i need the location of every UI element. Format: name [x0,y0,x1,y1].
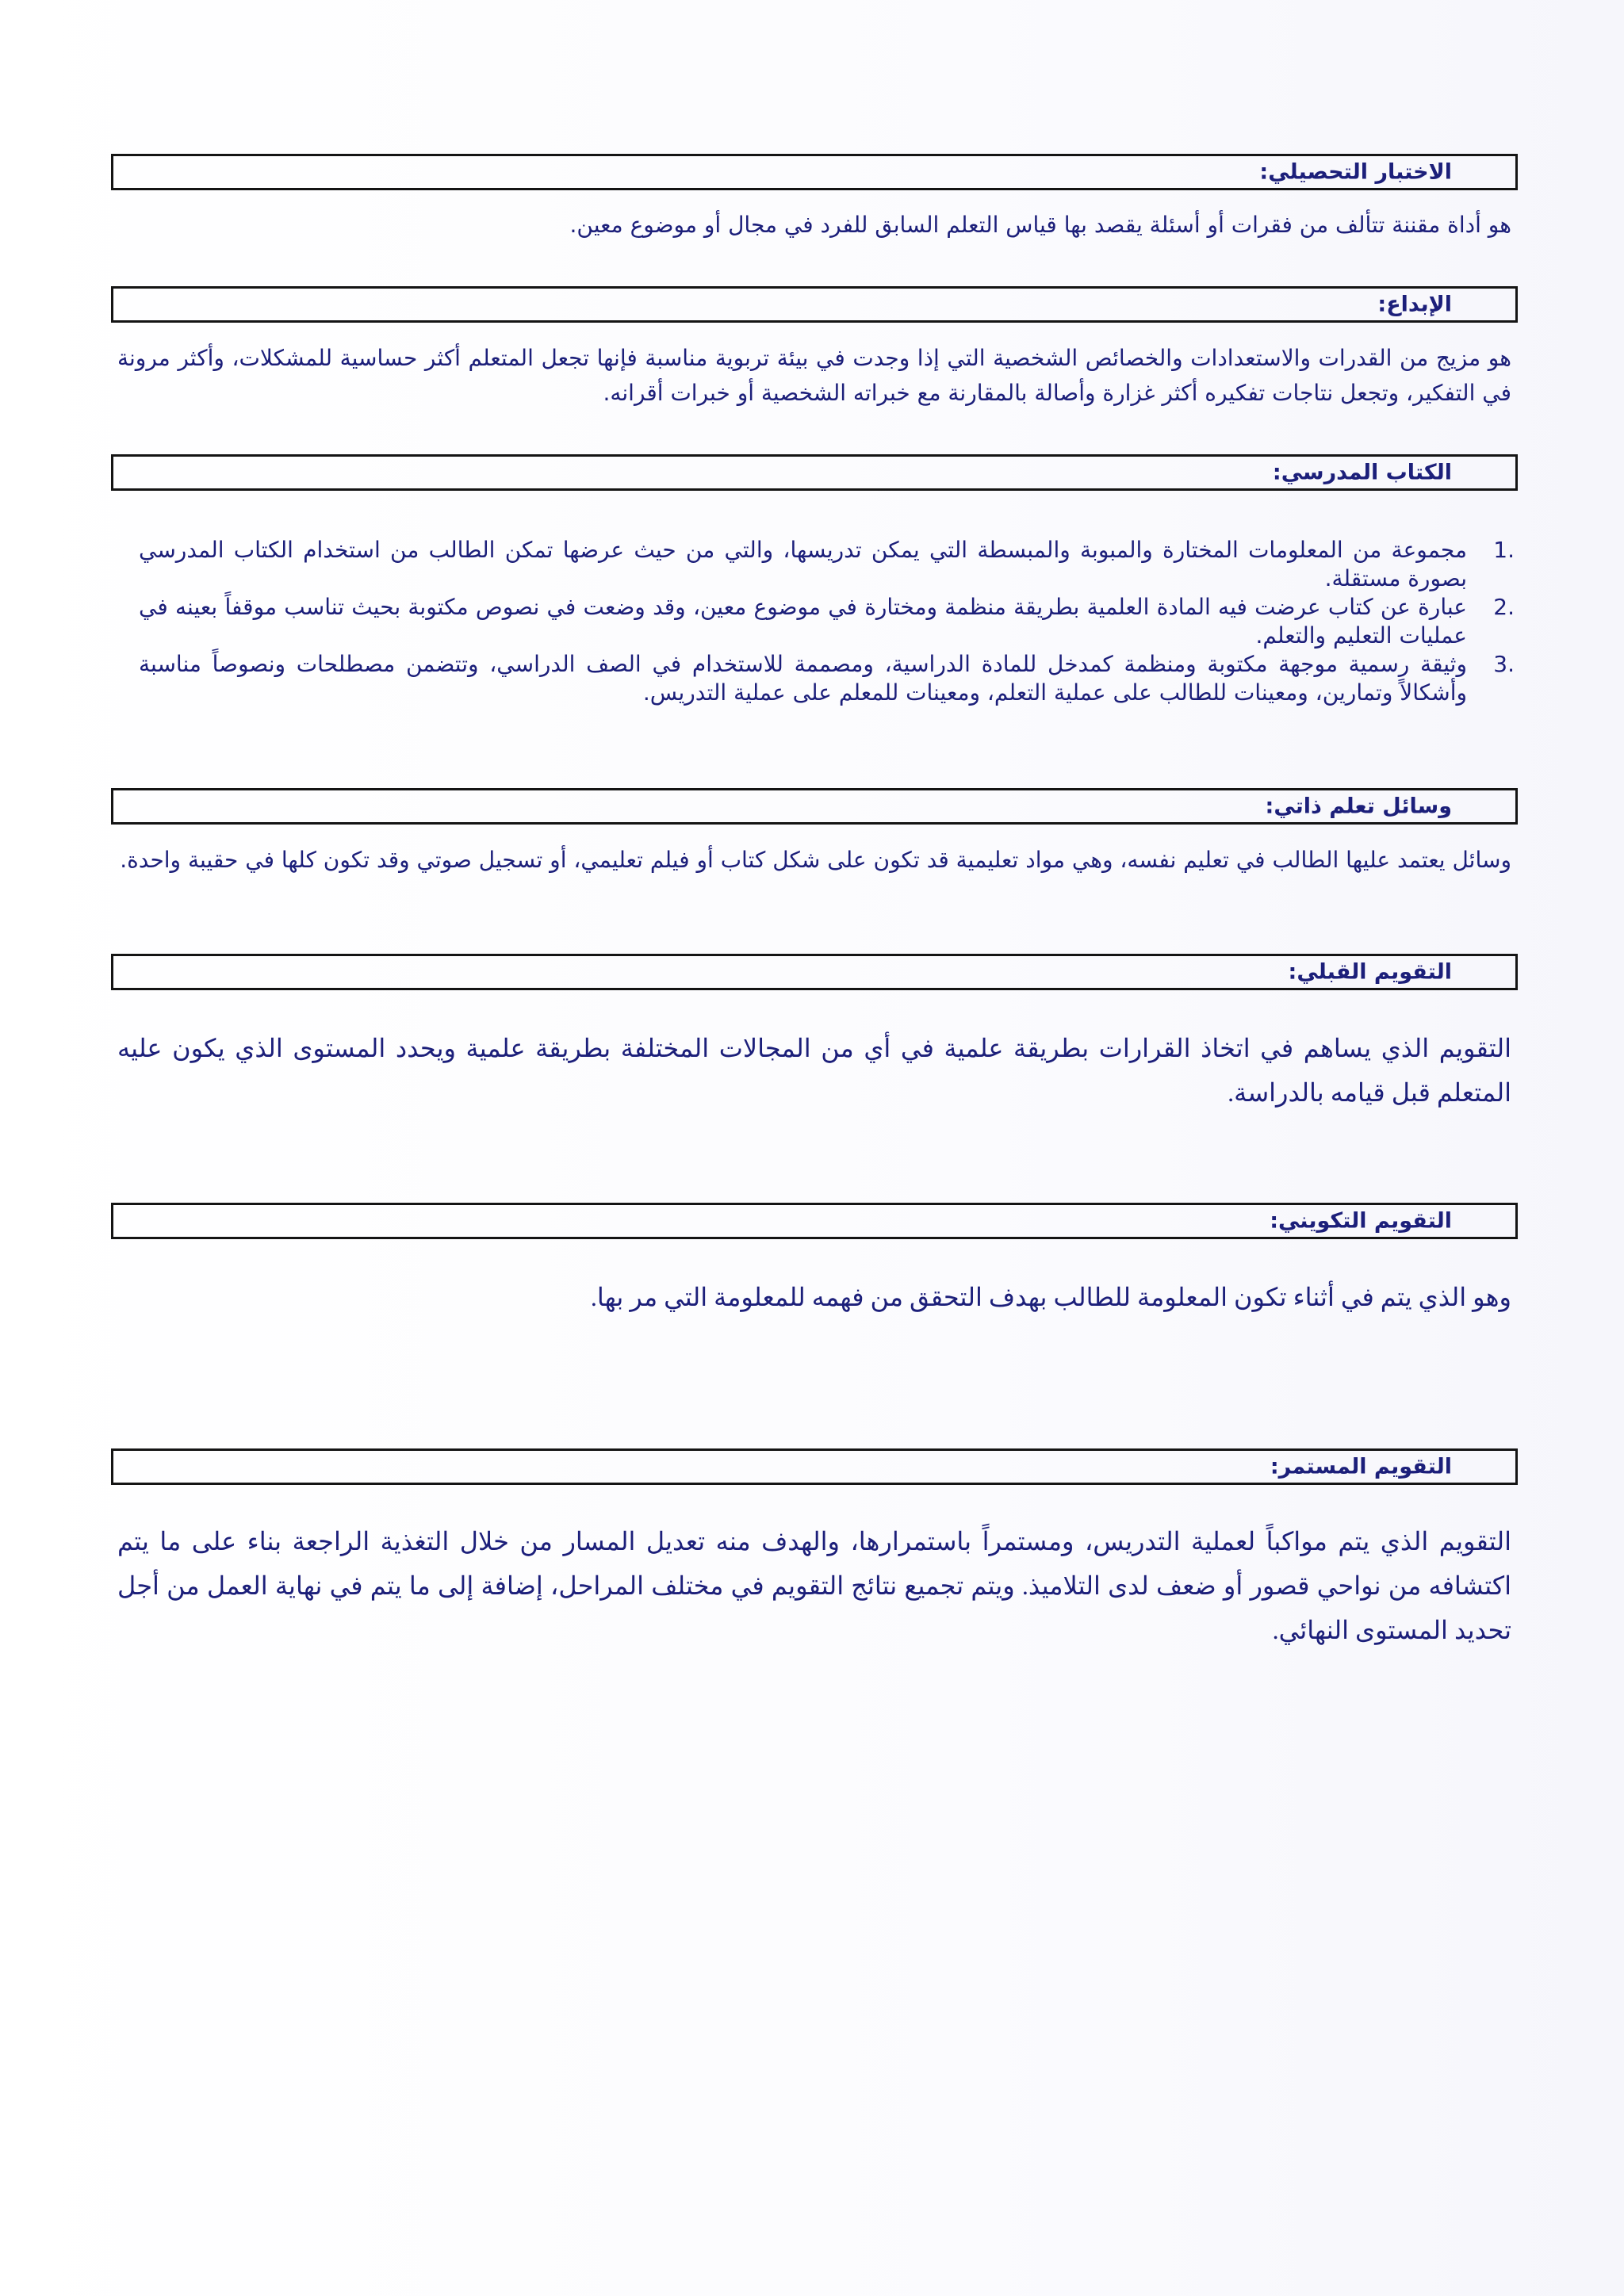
section-definition: وهو الذي يتم في أثناء تكون المعلومة للطالب بهدف التحقق من فهمه للمعلومة التي مر بها. [590,1283,1511,1311]
section-heading: الكتاب المدرسي: [1272,460,1452,485]
section-definition: التقويم الذي يتم مواكباً لعملية التدريس، ومستمراً باستمرارها، والهدف منه تعديل المسار من خلال التغذية الراجعة بناء على ما يتم اكتشافه من نواحي قصور أو ضعف لدى التلاميذ. ويتم تجميع نتائج التقويم في مختلف المراحل، إضافة إلى ما يتم في نهاية العمل من أجل تحديد المستوى النهائي. [117,1527,1512,1644]
section-heading: التقويم القبلي: [1288,959,1452,985]
section-heading-box [111,788,1518,825]
section-definition: هو أداة مقننة تتألف من فقرات أو أسئلة يقصد بها قياس التعلم السابق للفرد في مجال أو موضوع معين. [569,212,1511,238]
section-definition: التقويم الذي يساهم في اتخاذ القرارات بطريقة علمية في أي من المجالات المختلفة بطريقة علمية ويحدد المستوى الذي يكون عليه المتعلم قبل قيامه بالدراسة. [117,1034,1512,1107]
list-item [139,650,1515,707]
list-item-text: مجموعة من المعلومات المختارة والمبوبة والمبسطة التي يمكن تدريسها، والتي من حيث عرضها تمكن الطالب من استخدام الكتاب المدرسي بصورة مستقلة. [139,537,1467,591]
section-definition: هو مزيج من القدرات والاستعدادات والخصائص الشخصية التي إذا وجدت في بيئة تربوية مناسبة فإنها تجعل المتعلم أكثر حساسية للمشكلات، وأكثر مرونة في التفكير، وتجعل نتاجات تفكيره أكثر غزارة وأصالة بالمقارنة مع خبراته الشخصية أو خبرات أقرانه. [117,345,1511,406]
section-heading: وسائل تعلم ذاتي: [1265,794,1452,819]
section-heading: التقويم المستمر: [1270,1454,1452,1479]
list-item-number: 2. [1493,594,1515,620]
list-item-text: عبارة عن كتاب عرضت فيه المادة العلمية بطريقة منظمة ومختارة في موضوع معين، وقد وضعت في نصوص مكتوبة بحيث تناسب موقفاً بعينه في عمليات التعليم والتعلم. [139,594,1467,649]
section-heading-box [111,1203,1518,1239]
section-heading: التقويم التكويني: [1270,1208,1452,1234]
section-heading: الاختبار التحصيلي: [1259,159,1452,185]
section-heading-box [111,154,1518,190]
list-item [139,536,1515,593]
section-heading-box [111,454,1518,491]
list-item [139,593,1515,650]
list-item-text: وثيقة رسمية موجهة مكتوبة ومنظمة كمدخل للمادة الدراسية، ومصممة للاستخدام في الصف الدراسي، وتتضمن مصطلحات ونصوصاً مناسبة وأشكالاً وتمارين، ومعينات للطالب على عملية التعلم، ومعينات للمعلم على عملية التدريس. [139,651,1467,706]
list-item-number: 1. [1493,537,1515,563]
section-heading: الإبداع: [1377,292,1452,317]
section-heading-box [111,954,1518,990]
list-item-number: 3. [1493,651,1515,677]
section-heading-box [111,286,1518,323]
section-heading-box [111,1448,1518,1485]
section-definition: وسائل يعتمد عليها الطالب في تعليم نفسه، وهي مواد تعليمية قد تكون على شكل كتاب أو فيلم تعليمي، أو تسجيل صوتي وقد تكون كلها في حقيبة واحدة. [120,847,1511,873]
definition-list [139,536,1515,707]
